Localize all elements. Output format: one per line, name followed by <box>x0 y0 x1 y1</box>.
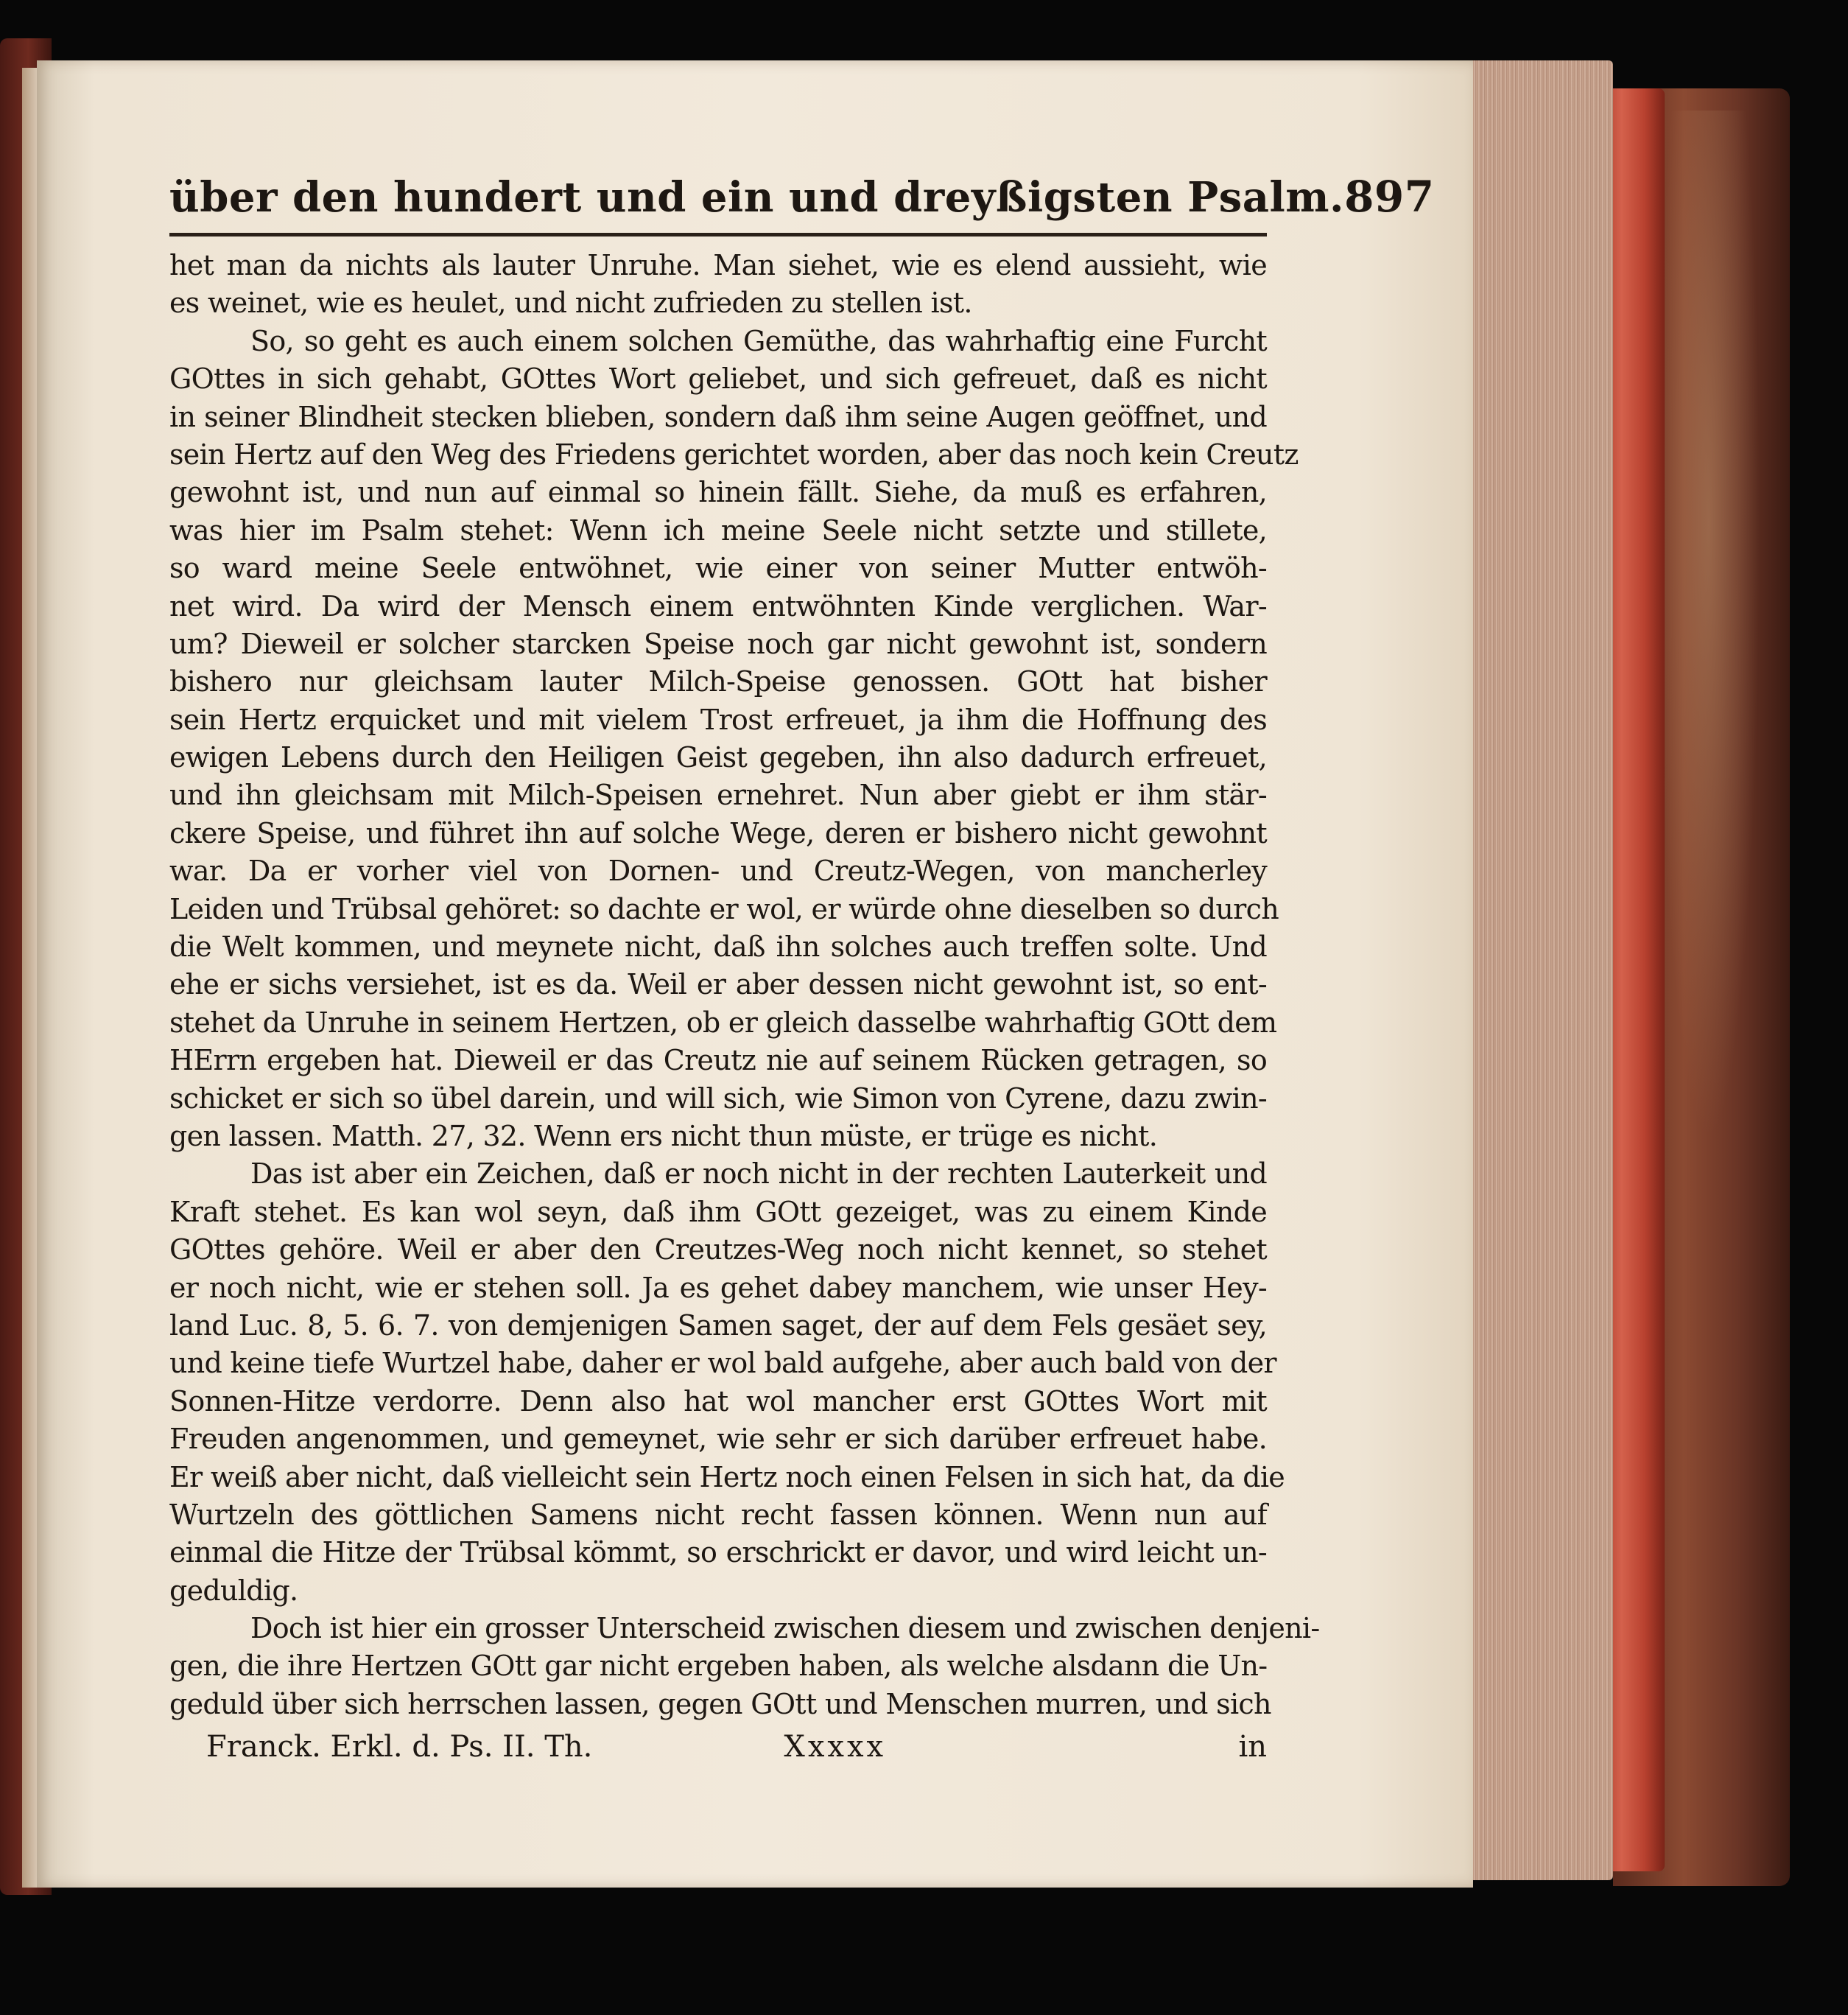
text-line: gen lassen. Matth. 27, 32. Wenn ers nicht thun müste, er trüge es nicht. <box>169 1119 1158 1152</box>
text-line: gen, die ihre Hertzen GOtt gar nicht ergeben haben, als welche alsdann die Un- <box>169 1650 1268 1683</box>
text-line: Wurtzeln des göttlichen Samens nicht recht fassen können. Wenn nun auf <box>169 1498 1267 1531</box>
text-line: Doch ist hier ein grosser Unterscheid zwischen diesem und zwischen denjeni- <box>250 1612 1320 1645</box>
text-line: bishero nur gleichsam lauter Milch-Speise genossen. GOtt hat bisher <box>169 665 1267 698</box>
text-line: was hier im Psalm stehet: Wenn ich meine Seele nicht setzte und stillete, <box>169 514 1267 547</box>
text-line: ehe er sichs versiehet, ist es da. Weil er aber dessen nicht gewohnt ist, so ent- <box>169 968 1267 1001</box>
text-line: in seiner Blindheit stecken blieben, sondern daß ihm seine Augen geöffnet, und <box>169 400 1267 433</box>
text-line: es weinet, wie es heulet, und nicht zufrieden zu stellen ist. <box>169 287 972 320</box>
text-line: het man da nichts als lauter Unruhe. Man siehet, wie es elend aussieht, wie <box>169 249 1267 281</box>
text-line: Sonnen-Hitze verdorre. Denn also hat wol mancher erst GOttes Wort mit <box>169 1384 1267 1417</box>
text-line: sein Hertz auf den Weg des Friedens gerichtet worden, aber das noch kein Creutz <box>169 438 1299 471</box>
text-line: Das ist aber ein Zeichen, daß er noch nicht in der rechten Lauterkeit und <box>250 1157 1267 1191</box>
text-line: so ward meine Seele entwöhnet, wie einer von seiner Mutter entwöh- <box>169 552 1267 585</box>
paragraph <box>169 323 1299 1156</box>
text-line: er noch nicht, wie er stehen soll. Ja es gehet dabey manchem, wie unser Hey- <box>169 1271 1267 1304</box>
text-line: Leiden und Trübsal gehöret: so dachte er wol, er würde ohne dieselben so durch <box>169 892 1279 925</box>
text-line: schicket er sich so übel darein, und will sich, wie Simon von Cyrene, dazu zwin- <box>169 1082 1267 1115</box>
running-head <box>169 167 1435 227</box>
header-rule <box>169 233 1267 236</box>
text-line: um? Dieweil er solcher starcken Speise noch gar nicht gewohnt ist, sondern <box>169 627 1267 660</box>
text-line: war. Da er vorher viel von Dornen- und Creutz-Wegen, von mancherley <box>169 855 1267 888</box>
text-line: Freuden angenommen, und gemeynet, wie sehr er sich darüber erfreuet habe. <box>169 1423 1267 1456</box>
text-line: ewigen Lebens durch den Heiligen Geist gegeben, ihn also dadurch erfreuet, <box>169 741 1267 774</box>
text-line: und keine tiefe Wurtzel habe, daher er wol bald aufgehe, aber auch bald von der <box>169 1347 1276 1380</box>
text-block <box>169 167 1435 1767</box>
book-page <box>37 60 1473 1888</box>
paragraph <box>169 1155 1285 1610</box>
text-line: sein Hertz erquicket und mit vielem Trost erfreuet, ja ihm die Hoffnung des <box>169 703 1267 736</box>
text-line: die Welt kommen, und meynete nicht, daß ihn solches auch treffen solte. Und <box>169 931 1267 964</box>
text-line: und ihn gleichsam mit Milch-Speisen ernehret. Nun aber giebt er ihm stär- <box>169 779 1267 812</box>
body-text <box>169 247 1320 1723</box>
page-stack-edges <box>1458 60 1613 1880</box>
page-number: 897 <box>1344 172 1435 222</box>
signature-book-title: Franck. Erkl. d. Ps. II. Th. <box>206 1730 593 1765</box>
running-head-title: über den hundert und ein und dreyßigsten Psalm. <box>169 173 1345 222</box>
text-line: ckere Speise, und führet ihn auf solche Wege, deren er bishero nicht gewohnt <box>169 816 1267 849</box>
signature-mark: Xxxxx <box>784 1730 887 1765</box>
page-footer <box>169 1726 1267 1767</box>
text-line: GOttes in sich gehabt, GOttes Wort geliebet, und sich gefreuet, daß es nicht <box>169 362 1267 396</box>
paragraph <box>169 247 1267 323</box>
text-line: net wird. Da wird der Mensch einem entwöhnten Kinde verglichen. War- <box>169 589 1267 623</box>
text-line: So, so geht es auch einem solchen Gemüthe, das wahrhaftig eine Furcht <box>250 324 1267 357</box>
text-line: Kraft stehet. Es kan wol seyn, daß ihm GOtt gezeiget, was zu einem Kinde <box>169 1195 1267 1228</box>
text-line: GOttes gehöre. Weil er aber den Creutzes-Weg noch nicht kennet, so stehet <box>169 1233 1267 1266</box>
text-line: einmal die Hitze der Trübsal kömmt, so erschrickt er davor, und wird leicht un- <box>169 1536 1267 1569</box>
catchword: in <box>1238 1730 1267 1765</box>
text-line: geduld über sich herrschen lassen, gegen GOtt und Menschen murren, und sich <box>169 1687 1271 1720</box>
text-line: HErrn ergeben hat. Dieweil er das Creutz nie auf seinem Rücken getragen, so <box>169 1044 1267 1077</box>
text-line: geduldig. <box>169 1574 298 1607</box>
text-line: gewohnt ist, und nun auf einmal so hinein fällt. Siehe, da muß es erfahren, <box>169 476 1267 509</box>
paragraph <box>169 1610 1320 1723</box>
text-line: stehet da Unruhe in seinem Hertzen, ob er gleich dasselbe wahrhaftig GOtt dem <box>169 1006 1277 1039</box>
cover-wear <box>1657 111 1760 1142</box>
text-line: Er weiß aber nicht, daß vielleicht sein Hertz noch einen Felsen in sich hat, da die <box>169 1460 1285 1493</box>
text-line: land Luc. 8, 5. 6. 7. von demjenigen Samen saget, der auf dem Fels gesäet sey, <box>169 1308 1267 1342</box>
